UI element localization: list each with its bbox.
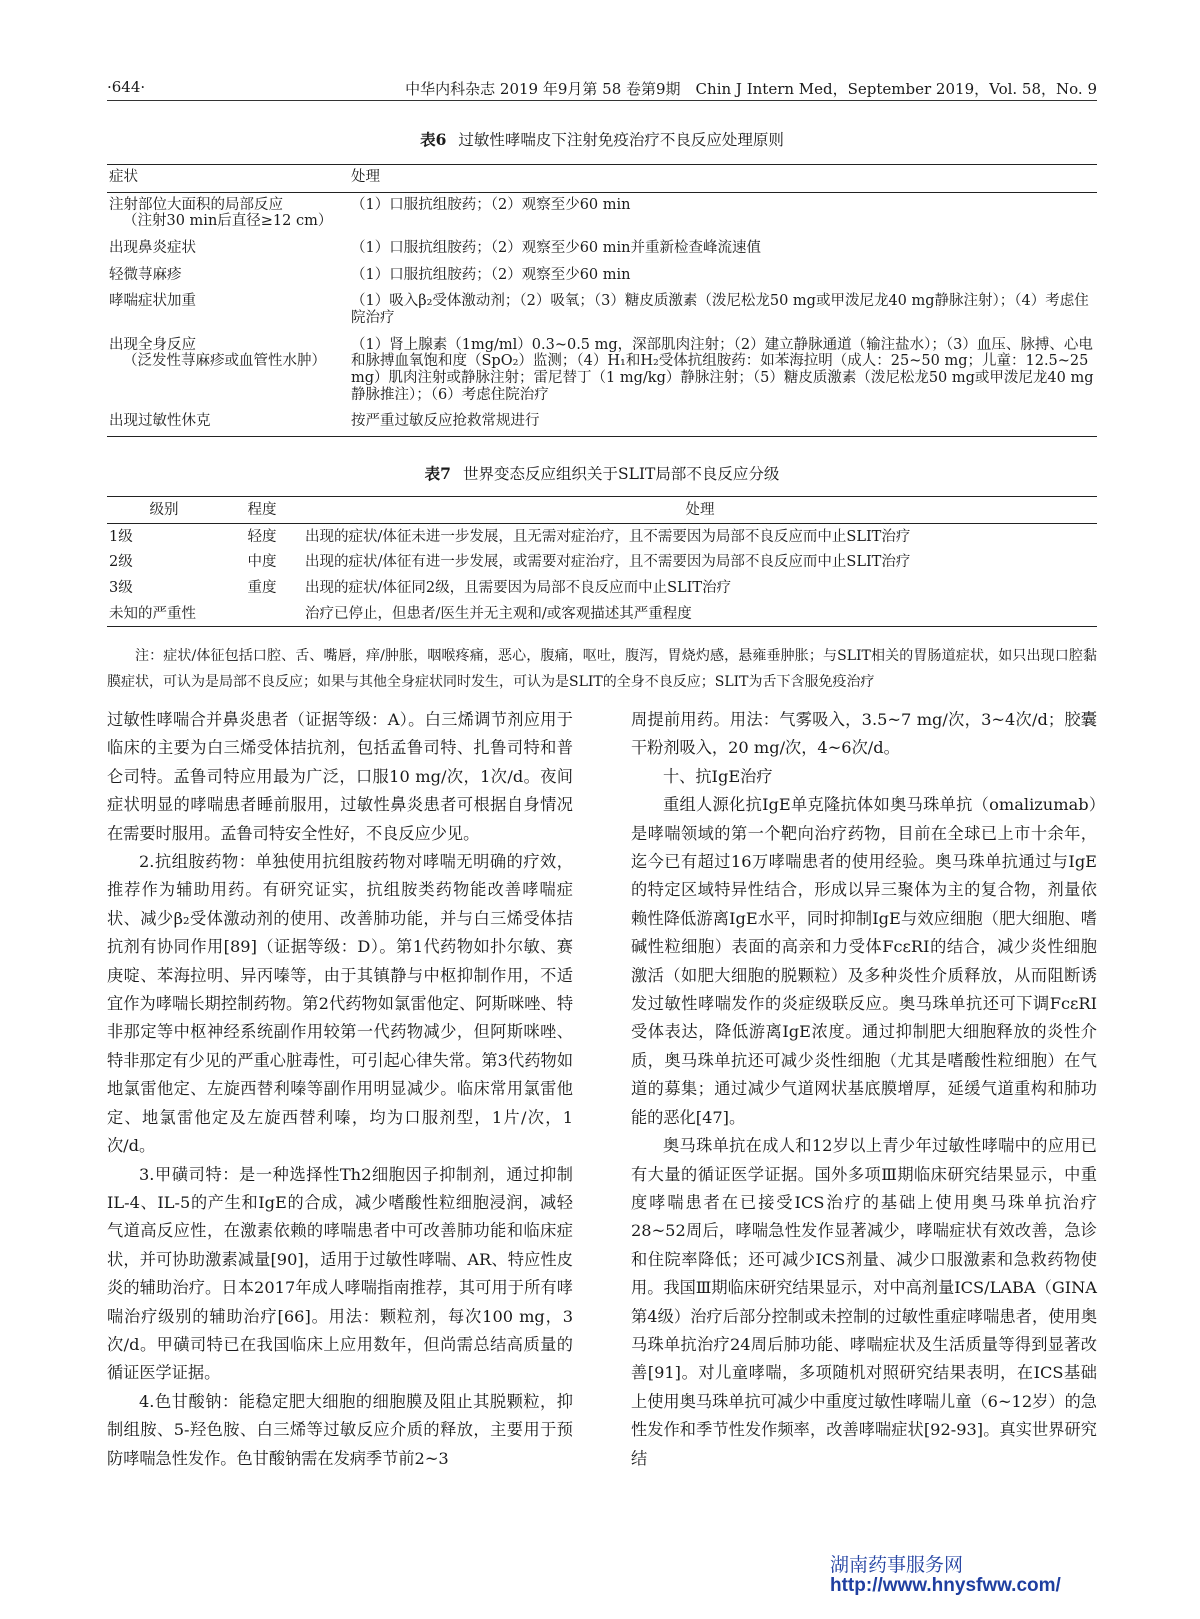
table7-col-severity: 程度: [247, 502, 277, 518]
table-row: [107, 601, 1097, 627]
table6-col-symptom: 症状: [109, 169, 138, 185]
paragraph: 奥马珠单抗在成人和12岁以上青少年过敏性哮喘中的应用已有大量的循证医学证据。国外多项Ⅲ期临床研究结果显示，中重度哮喘患者在已接受ICS治疗的基础上使用奥马珠单抗治疗28~52周后，哮喘急性发作显著减少，哮喘症状有效改善，急诊和住院率降低；还可减少ICS剂量、减少口服激素和急救药物使用。我国Ⅲ期临床研究结果显示，对中高剂量ICS/LABA（GINA第4级）治疗后部分控制或未控制的过敏性重症哮喘患者，使用奥马珠单抗治疗24周后肺功能、哮喘症状及生活质量等得到显著改善[91]。对儿童哮喘，多项随机对照研究结果表明，在ICS基础上使用奥马珠单抗可减少中重度过敏性哮喘儿童（6~12岁）的急性发作和季节性发作频率，改善哮喘症状[92-93]。真实世界研究结: [631, 1136, 1097, 1468]
table6-label: 表6: [420, 130, 447, 149]
symptom: 出现鼻炎症状: [109, 240, 196, 257]
paragraph: 重组人源化抗IgE单克隆抗体如奥马珠单抗（omalizumab）是哮喘领域的第一个靶向治疗药物，目前在全球已上市十余年，迄今已有超过16万哮喘患者的使用经验。奥马珠单抗通过与IgE的特定区域特异性结合，形成以异三聚体为主的复合物，剂量依赖性降低游离IgE水平，同时抑制IgE与效应细胞（肥大细胞、嗜碱性粒细胞）表面的高亲和力受体FcεRI的结合，减少炎性细胞激活（如肥大细胞的脱颗粒）及多种炎性介质释放，从而阻断诱发过敏性哮喘发作的炎症级联反应。奥马珠单抗还可下调FcεRI受体表达，降低游离IgE浓度。通过抑制肥大细胞释放的炎性介质，奥马珠单抗还可减少炎性细胞（尤其是嗜酸性粒细胞）在气道的募集；通过减少气道网状基底膜增厚，延缓气道重构和肺功能的恶化[47]。: [631, 795, 1097, 1127]
right-column: [631, 706, 1097, 1473]
severity: 中度: [247, 554, 277, 571]
table6-title: 过敏性哮喘皮下注射免疫治疗不良反应处理原则: [458, 131, 784, 149]
table-row: [107, 523, 1097, 549]
symptom: 注射部位大面积的局部反应: [109, 196, 283, 213]
paragraph: 4.色甘酸钠：能稳定肥大细胞的细胞膜及阻止其脱颗粒，抑制组胺、5-羟色胺、白三烯等过敏反应介质的释放，主要用于预防哮喘急性发作。色甘酸钠需在发病季节前2~3: [107, 1391, 573, 1468]
left-column: [107, 706, 573, 1473]
treatment: （1）口服抗组胺药；（2）观察至少60 min: [351, 196, 631, 213]
treatment: 出现的症状/体征未进一步发展，且无需对症治疗，且不需要因为局部不良反应而中止SLIT治疗: [305, 528, 911, 545]
symptom: 出现过敏性休克: [109, 413, 211, 430]
table-row: [107, 333, 1097, 410]
table-row: [107, 549, 1097, 575]
treatment: （1）口服抗组胺药；（2）观察至少60 min并重新检查峰流速值: [351, 240, 761, 257]
journal-citation: 中华内科杂志 2019 年9月第 58 卷第9期 Chin J Intern Med，September 2019，Vol. 58，No. 9: [405, 80, 1097, 98]
treatment: 出现的症状/体征有进一步发展，或需要对症治疗，且不需要因为局部不良反应而中止SLIT治疗: [305, 554, 911, 571]
watermark-site-name: 湖南药事服务网: [830, 1555, 964, 1576]
symptom-sub: （泛发性荨麻疹或血管性水肿）: [123, 353, 326, 370]
paragraph: 3.甲磺司特：是一种选择性Th2细胞因子抑制剂，通过抑制IL-4、IL-5的产生和IgE的合成，减少嗜酸性粒细胞浸润，减轻气道高反应性，在激素依赖的哮喘患者中可改善肺功能和临床症状，并可协助激素减量[90]，适用于过敏性哮喘、AR、特应性皮炎的辅助治疗。日本2017年成人哮喘指南推荐，其可用于所有哮喘治疗级别的辅助治疗[66]。用法：颗粒剂，每次100 mg，3次/d。甲磺司特已在我国临床上应用数年，但尚需总结高质量的循证医学证据。: [107, 1164, 573, 1383]
symptom: 出现全身反应: [109, 336, 196, 353]
grade: 3级: [109, 580, 133, 597]
table6-caption: [107, 128, 1097, 150]
treatment: 治疗已停止，但患者/医生并无主观和/或客观描述其严重程度: [305, 605, 692, 622]
section-heading: 十、抗IgE治疗: [663, 766, 773, 786]
running-header: [107, 78, 1097, 101]
table-row: [107, 575, 1097, 601]
table7-caption: [107, 462, 1097, 484]
table-row: [107, 263, 1097, 290]
severity: [221, 601, 303, 627]
table7-note: 注：症状/体征包括口腔、舌、嘴唇，痒/肿胀，咽喉疼痛，恶心，腹痛，呕吐，腹泻，胃烧灼感，悬雍垂肿胀；与SLIT相关的胃肠道症状，如只出现口腔黏膜症状，可认为是局部不良反应；如果与其他全身症状同时发生，可认为是SLIT的全身不良反应；SLIT为舌下含服免疫治疗: [107, 648, 1097, 690]
table7: [107, 496, 1097, 627]
treatment: （1）口服抗组胺药；（2）观察至少60 min: [351, 266, 631, 283]
table-row: [107, 192, 1097, 236]
treatment: 按严重过敏反应抢救常规进行: [351, 413, 540, 430]
table-row: [107, 236, 1097, 263]
grade: 2级: [109, 554, 133, 571]
treatment: （1）肾上腺素（1mg/ml）0.3~0.5 mg，深部肌肉注射；（2）建立静脉通道（输注盐水）；（3）血压、脉搏、心电和脉搏血氧饱和度（SpO₂）监测；（4）H₁和H₂受体抗组胺药：如苯海拉明（成人：25~50 mg；儿童：12.5~25 mg）肌肉注射或静脉注射；雷尼替丁（1 mg/kg）静脉注射；（5）糖皮质激素（泼尼松龙50 mg或甲泼尼龙40 mg静脉推注）；（6）考虑住院治疗: [351, 336, 1094, 403]
grade: 1级: [109, 528, 133, 545]
table7-label: 表7: [424, 464, 451, 483]
watermark-url: http://www.hnysfww.com/: [830, 1575, 1061, 1596]
symptom: 轻微荨麻疹: [109, 266, 182, 283]
table7-title: 世界变态反应组织关于SLIT局部不良反应分级: [462, 465, 780, 483]
grade: 未知的严重性: [109, 605, 196, 622]
paragraph: 周提前用药。用法：气雾吸入，3.5~7 mg/次，3~4次/d；胶囊干粉剂吸入，20 mg/次，4~6次/d。: [631, 710, 1097, 758]
table6-header-row: [107, 165, 1097, 193]
table-row: [107, 289, 1097, 332]
severity: 重度: [247, 580, 277, 597]
severity: 轻度: [247, 528, 277, 545]
table6-col-treatment: 处理: [351, 169, 380, 185]
symptom: 哮喘症状加重: [109, 293, 196, 310]
table7-header-row: [107, 497, 1097, 524]
symptom-sub: （注射30 min后直径≥12 cm）: [123, 213, 333, 230]
table6: [107, 164, 1097, 437]
treatment: 出现的症状/体征同2级，且需要因为局部不良反应而中止SLIT治疗: [305, 580, 732, 597]
paragraph: 过敏性哮喘合并鼻炎患者（证据等级：A）。白三烯调节剂应用于临床的主要为白三烯受体拮抗剂，包括孟鲁司特、扎鲁司特和普仑司特。孟鲁司特应用最为广泛，口服10 mg/次，1次/d。夜间症状明显的哮喘患者睡前服用，过敏性鼻炎患者可根据自身情况在需要时服用。孟鲁司特安全性好，不良反应少见。: [107, 710, 573, 843]
paragraph: 2.抗组胺药物：单独使用抗组胺药物对哮喘无明确的疗效，推荐作为辅助用药。有研究证实，抗组胺类药物能改善哮喘症状、减少β₂受体激动剂的使用、改善肺功能，并与白三烯受体拮抗剂有协同作用[89]（证据等级：D）。第1代药物如扑尔敏、赛庚啶、苯海拉明、异丙嗪等，由于其镇静与中枢抑制作用，不适宜作为哮喘长期控制药物。第2代药物如氯雷他定、阿斯咪唑、特非那定等中枢神经系统副作用较第一代药物减少，但阿斯咪唑、特非那定有少见的严重心脏毒性，可引起心律失常。第3代药物如地氯雷他定、左旋西替利嗪等副作用明显减少。临床常用氯雷他定、地氯雷他定及左旋西替利嗪，均为口服剂型，1片/次，1次/d。: [107, 852, 573, 1156]
table7-col-grade: 级别: [149, 502, 179, 518]
treatment: （1）吸入β₂受体激动剂；（2）吸氧；（3）糖皮质激素（泼尼松龙50 mg或甲泼尼龙40 mg静脉注射）；（4）考虑住院治疗: [351, 293, 1089, 327]
table7-col-treatment: 处理: [685, 502, 715, 518]
page-number: ·644·: [107, 78, 146, 96]
table-row: [107, 409, 1097, 436]
